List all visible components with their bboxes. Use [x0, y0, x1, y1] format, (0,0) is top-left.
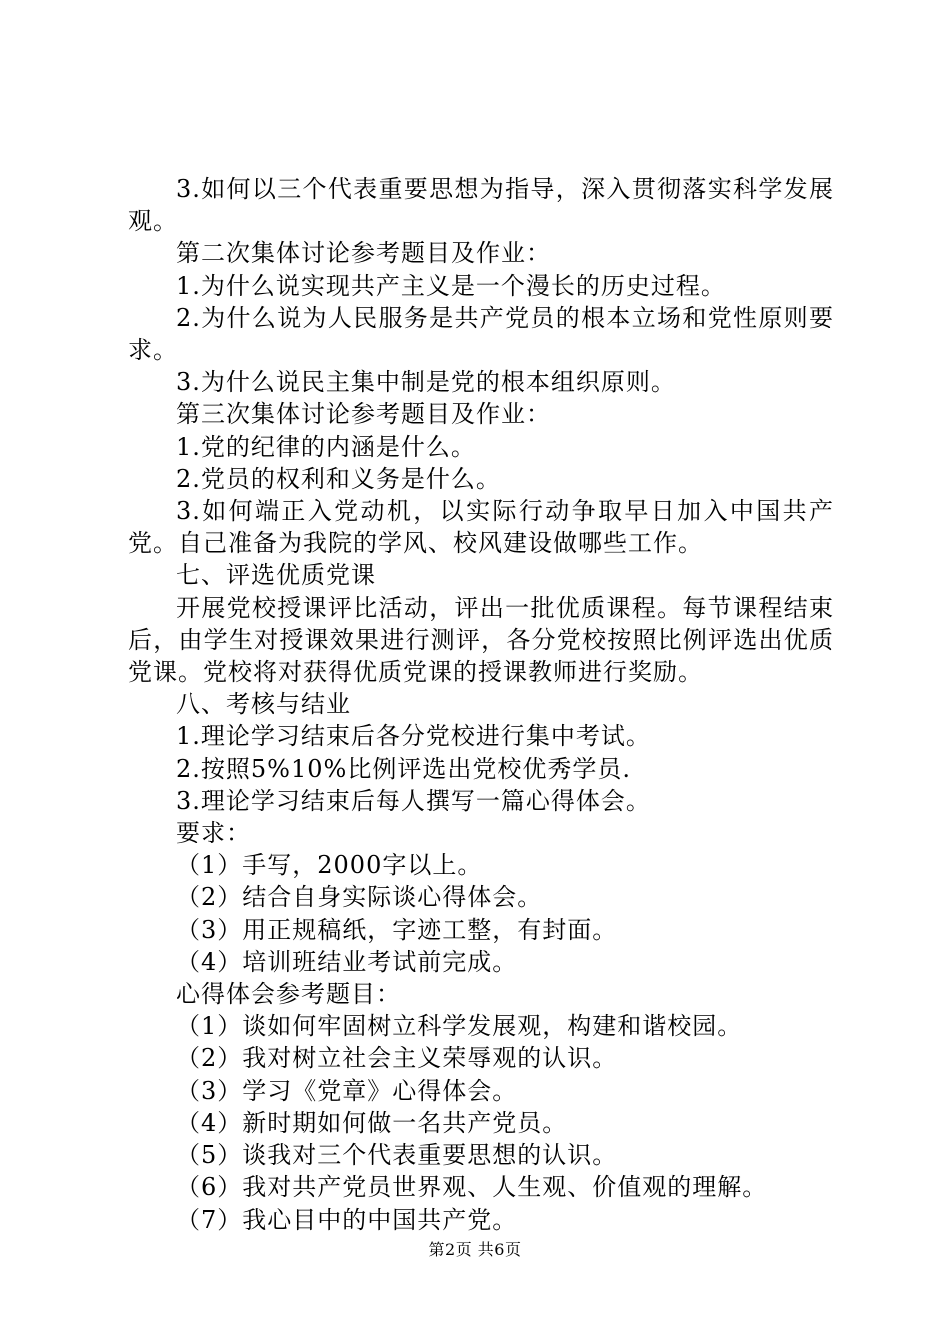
- section-heading: 要求：: [176, 819, 251, 848]
- list-item: （3）用正规稿纸，字迹工整，有封面。: [176, 915, 618, 944]
- list-item: （4）培训班结业考试前完成。: [176, 947, 518, 976]
- list-item: （1）谈如何牢固树立科学发展观，构建和谐校园。: [176, 1012, 743, 1041]
- list-item: （7）我心目中的中国共产党。: [176, 1205, 518, 1234]
- paragraph: 3.如何端正入党动机，以实际行动争取早日加入中国共产党。自己准备为我院的学风、校风建设做哪些工作。: [128, 497, 834, 558]
- paragraph: 2.为什么说为人民服务是共产党员的根本立场和党性原则要求。: [128, 303, 834, 365]
- section-heading: 八、考核与结业: [176, 690, 351, 719]
- section-heading: 第二次集体讨论参考题目及作业：: [176, 239, 551, 268]
- paragraph: 1.为什么说实现共产主义是一个漫长的历史过程。: [176, 271, 726, 300]
- paragraph: 1.理论学习结束后各分党校进行集中考试。: [176, 722, 651, 751]
- paragraph: 1.党的纪律的内涵是什么。: [176, 432, 476, 461]
- section-heading: 七、评选优质党课: [176, 561, 376, 590]
- paragraph: 3.理论学习结束后每人撰写一篇心得体会。: [176, 786, 651, 815]
- list-item: （4）新时期如何做一名共产党员。: [176, 1108, 568, 1137]
- section-heading: 心得体会参考题目：: [176, 980, 401, 1009]
- paragraph: 2.按照5%10%比例评选出党校优秀学员.: [176, 754, 631, 783]
- list-item: （6）我对共产党员世界观、人生观、价值观的理解。: [176, 1173, 768, 1202]
- list-item: （2）我对树立社会主义荣辱观的认识。: [176, 1044, 618, 1073]
- list-item: （1）手写，2000字以上。: [176, 851, 483, 880]
- list-item: （5）谈我对三个代表重要思想的认识。: [176, 1141, 618, 1170]
- paragraph: 2.党员的权利和义务是什么。: [176, 464, 501, 493]
- page-number-footer: 第2页 共6页: [428, 1240, 522, 1259]
- paragraph: 3.如何以三个代表重要思想为指导，深入贯彻落实科学发展观。: [128, 175, 834, 236]
- paragraph: 开展党校授课评比活动，评出一批优质课程。每节课程结束后，由学生对授课效果进行测评，各分党校按照比例评选出优质党课。党校将对获得优质党课的授课教师进行奖励。: [128, 593, 834, 687]
- list-item: （3）学习《党章》心得体会。: [176, 1076, 518, 1105]
- document-body: [128, 173, 834, 1236]
- list-item: （2）结合自身实际谈心得体会。: [176, 883, 543, 912]
- paragraph: 3.为什么说民主集中制是党的根本组织原则。: [176, 368, 676, 397]
- section-heading: 第三次集体讨论参考题目及作业：: [176, 400, 551, 429]
